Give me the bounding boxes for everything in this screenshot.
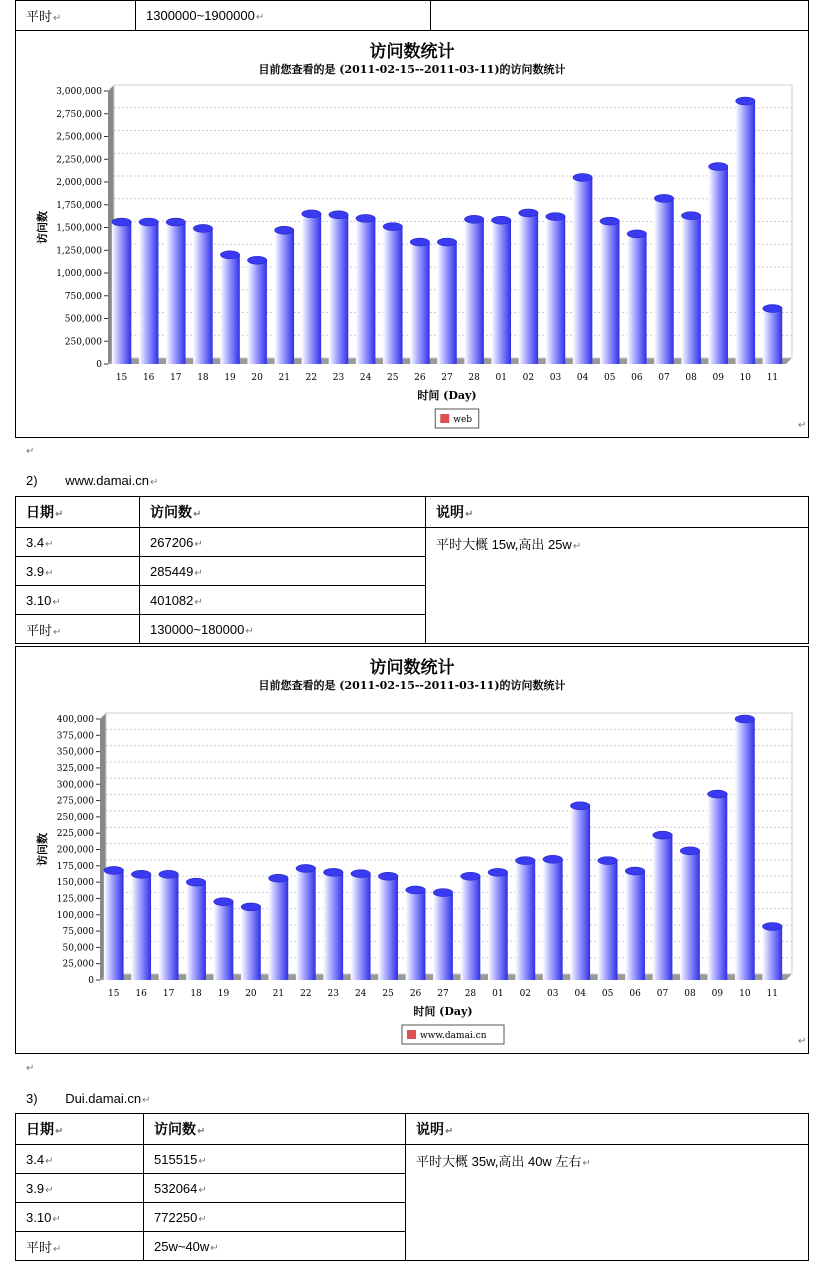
paragraph-mark: ↵ (53, 1243, 62, 1255)
paragraph-mark: ↵ (45, 1155, 54, 1167)
date-cell (16, 586, 140, 615)
bar (159, 874, 179, 980)
bar (437, 242, 457, 364)
cell-text: 平时 (26, 1239, 53, 1255)
bar-cap (296, 864, 316, 872)
chart-title: 访问数统计 (369, 658, 455, 678)
bar-cap (625, 867, 645, 875)
x-tick-label: 21 (272, 989, 285, 999)
bar (680, 851, 700, 980)
x-tick-label: 06 (629, 989, 641, 999)
table-cell (136, 1, 431, 31)
header-cell-note (406, 1114, 809, 1145)
paragraph-mark: ↵ (45, 538, 54, 550)
y-tick-label: 0 (88, 976, 94, 986)
bar (302, 214, 322, 364)
bar-cap (627, 230, 647, 238)
bar-cap (131, 870, 151, 878)
x-tick-label: 16 (135, 989, 147, 999)
y-tick-label: 375,000 (56, 731, 94, 742)
x-tick-label: 27 (437, 989, 449, 999)
x-tick-label: 08 (685, 373, 697, 383)
count-cell (144, 1174, 406, 1203)
bar (112, 222, 132, 364)
paragraph-mark: ↵ (465, 509, 474, 520)
x-tick-label: 28 (464, 989, 477, 999)
bar (329, 215, 349, 364)
bar (625, 871, 645, 980)
paragraph-mark: ↵ (53, 13, 62, 24)
cell-text: 3.4 (26, 534, 45, 550)
y-tick-label: 2,000,000 (56, 178, 102, 188)
paragraph-mark: ↵ (198, 1213, 207, 1225)
cell-text: 平时 (26, 622, 53, 638)
y-tick-label: 400,000 (56, 715, 94, 725)
y-tick-label: 300,000 (56, 780, 94, 791)
x-tick-label: 25 (382, 989, 394, 999)
x-tick-label: 15 (107, 989, 120, 999)
paragraph-mark: ↵ (582, 1158, 591, 1169)
header-text: 说明 (436, 504, 464, 520)
bar (573, 177, 593, 364)
stats-table-damai (15, 496, 809, 644)
header-cell-count (144, 1114, 406, 1145)
bar-cap (708, 790, 728, 798)
x-tick-label: 28 (468, 373, 480, 383)
bar (241, 907, 261, 980)
x-tick-label: 04 (574, 989, 586, 999)
bar (464, 219, 484, 364)
bar-cap (763, 304, 783, 312)
paragraph-mark: ↵ (52, 596, 61, 608)
paragraph-mark: ↵ (198, 1155, 207, 1167)
y-axis-label: 访问数 (36, 211, 49, 244)
cell-text: 3.9 (26, 563, 45, 579)
header-cell-date (16, 1114, 144, 1145)
x-tick-label: 17 (162, 989, 175, 999)
y-tick-label: 1,500,000 (56, 223, 102, 234)
table-cell (431, 1, 809, 31)
bar-cap (543, 855, 563, 863)
y-tick-label: 1,250,000 (56, 246, 102, 257)
bar-cap (491, 216, 511, 224)
bar (488, 872, 508, 980)
y-tick-label: 1,000,000 (56, 269, 102, 279)
paragraph-mark: ↵ (142, 1095, 151, 1106)
bar (654, 198, 674, 364)
bar-cap (464, 215, 484, 223)
bar (351, 874, 371, 980)
x-tick-label: 02 (522, 373, 535, 383)
y-tick-label: 150,000 (56, 878, 94, 889)
legend-label: web (453, 415, 473, 425)
x-tick-label: 02 (519, 989, 532, 999)
x-tick-label: 03 (547, 989, 559, 999)
legend-swatch (407, 1030, 416, 1039)
y-tick-label: 275,000 (56, 796, 94, 807)
bar (104, 870, 124, 980)
bar (491, 220, 511, 364)
x-tick-label: 18 (190, 989, 202, 999)
bar (600, 221, 620, 364)
bar (247, 260, 267, 364)
y-tick-label: 2,250,000 (56, 155, 102, 166)
date-cell (16, 557, 140, 586)
x-tick-label: 26 (414, 373, 426, 383)
date-cell (16, 528, 140, 557)
x-tick-label: 07 (658, 373, 670, 383)
bar (214, 902, 234, 980)
bar (323, 872, 343, 980)
note-cell (406, 1145, 809, 1261)
paragraph-mark: ↵ (150, 477, 159, 488)
bar-cap (736, 97, 756, 105)
x-tick-label: 16 (142, 373, 155, 383)
count-cell (144, 1203, 406, 1232)
bar (762, 926, 782, 980)
table-cell (16, 1, 136, 31)
header-text: 说明 (416, 1121, 444, 1137)
count-cell (144, 1232, 406, 1261)
bar-cap (681, 212, 701, 220)
count-cell (144, 1145, 406, 1174)
bar-cap (220, 251, 240, 259)
bar-cap (600, 217, 620, 225)
y-tick-label: 250,000 (64, 337, 102, 348)
x-tick-label: 06 (631, 373, 643, 383)
y-tick-label: 750,000 (64, 291, 102, 302)
paragraph-mark: ↵ (55, 1126, 64, 1137)
y-tick-label: 2,750,000 (56, 109, 102, 120)
bar-cap (378, 872, 398, 880)
note-text: 平时大概 15w,高出 25w (436, 537, 572, 552)
x-tick-label: 19 (217, 989, 230, 999)
y-tick-label: 25,000 (62, 959, 94, 970)
bar (410, 242, 430, 364)
bar-cap (159, 870, 179, 878)
x-tick-label: 18 (197, 373, 209, 383)
y-tick-label: 1,750,000 (56, 200, 102, 211)
y-axis-label: 访问数 (36, 833, 49, 866)
x-tick-label: 10 (739, 373, 752, 383)
x-tick-label: 22 (300, 989, 312, 999)
paragraph-mark: ↵ (572, 541, 582, 552)
paragraph-mark: ↵ (255, 12, 265, 23)
paragraph-mark: ↵ (26, 1063, 35, 1074)
cell-text: 3.9 (26, 1180, 45, 1196)
x-tick-label: 07 (656, 989, 669, 999)
date-cell (16, 615, 140, 644)
bar-cap (302, 210, 322, 218)
bar-cap (241, 903, 261, 911)
cell-text: 130000~180000 (150, 621, 245, 637)
x-tick-label: 09 (712, 373, 724, 383)
date-cell (16, 1232, 144, 1261)
bar-cap (329, 211, 349, 219)
bar-chart-web (16, 31, 808, 437)
section-title: Dui.damai.cn (65, 1091, 142, 1106)
count-cell (140, 615, 426, 644)
x-tick-label: 10 (739, 989, 751, 999)
header-text: 日期 (26, 1121, 54, 1137)
count-cell (140, 557, 426, 586)
y-tick-label: 175,000 (56, 861, 94, 872)
date-cell (16, 1174, 144, 1203)
section-number: 2) (26, 473, 38, 488)
cell-text: 25w~40w (154, 1238, 210, 1254)
header-cell-date (16, 497, 140, 528)
table-row (16, 1145, 809, 1174)
paragraph-mark: ↵ (194, 567, 203, 579)
cell-text: 285449 (150, 563, 194, 579)
cell-text: 532064 (154, 1180, 198, 1196)
cell-text: 267206 (150, 534, 194, 550)
x-tick-label: 23 (332, 373, 345, 383)
x-tick-label: 08 (684, 989, 696, 999)
bar (627, 234, 647, 364)
bar (653, 835, 673, 980)
paragraph-mark: ↵ (194, 538, 203, 550)
header-text: 访问数 (150, 504, 192, 520)
y-tick-label: 100,000 (56, 910, 94, 921)
chart-subtitle: 目前您查看的是 (2011-02-15--2011-03-11)的访问数统计 (258, 679, 566, 692)
bar (166, 222, 186, 364)
note-text: 平时大概 35w,高出 40w 左右 (416, 1154, 582, 1169)
bar-cap (708, 163, 728, 171)
x-tick-label: 17 (170, 373, 182, 383)
stats-table-dui (15, 1113, 809, 1261)
bar (515, 861, 535, 980)
bar (139, 222, 159, 364)
paragraph-mark: ↵ (194, 596, 203, 608)
paragraph-mark: ↵ (798, 1036, 807, 1047)
paragraph-mark: ↵ (210, 1242, 219, 1254)
chart-subtitle: 目前您查看的是 (2011-02-15--2011-03-11)的访问数统计 (258, 63, 566, 76)
x-tick-label: 20 (245, 989, 257, 999)
bar (543, 859, 563, 980)
bar (708, 794, 728, 980)
bar-cap (214, 898, 234, 906)
bar-cap (356, 214, 376, 222)
x-tick-label: 19 (224, 373, 236, 383)
x-tick-label: 24 (359, 373, 372, 383)
bar-cap (680, 847, 700, 855)
y-tick-label: 500,000 (64, 314, 102, 325)
legend-label: www.damai.cn (420, 1031, 487, 1041)
x-tick-label: 25 (387, 373, 399, 383)
bar-cap (653, 831, 673, 839)
bar (598, 861, 618, 980)
bar-cap (546, 213, 566, 221)
chart-damai (15, 646, 809, 1054)
header-cell-count (140, 497, 426, 528)
bar-cap (515, 857, 535, 865)
x-tick-label: 23 (327, 989, 339, 999)
bar-cap (275, 226, 295, 234)
bar (461, 876, 481, 980)
bar (193, 228, 213, 364)
bar (735, 719, 755, 980)
bar (275, 230, 295, 364)
bar-cap (519, 209, 539, 217)
section-heading (26, 1091, 150, 1106)
bar (220, 255, 240, 364)
y-tick-label: 3,000,000 (56, 87, 102, 97)
bar-cap (351, 870, 371, 878)
bar-cap (573, 173, 593, 181)
bar-cap (406, 886, 426, 894)
x-tick-label: 03 (549, 373, 562, 383)
bar-cap (112, 218, 132, 226)
x-tick-label: 22 (305, 373, 318, 383)
header-cell-note (426, 497, 809, 528)
date-cell (16, 1145, 144, 1174)
x-axis-label: 时间 (Day) (413, 1005, 473, 1018)
bar-cap (166, 218, 186, 226)
bar-cap (247, 256, 267, 264)
cell-text: 3.10 (26, 1209, 52, 1225)
paragraph-mark: ↵ (445, 1126, 454, 1137)
y-tick-label: 75,000 (62, 927, 94, 938)
x-tick-label: 15 (115, 373, 128, 383)
bar (131, 874, 151, 980)
bar-chart-damai (16, 647, 808, 1053)
bar-cap (437, 238, 457, 246)
bar (433, 893, 453, 980)
x-tick-label: 05 (601, 989, 614, 999)
bar-cap (193, 224, 213, 232)
y-tick-label: 200,000 (56, 845, 94, 856)
x-axis-label: 时间 (Day) (417, 389, 477, 402)
x-tick-label: 24 (354, 989, 367, 999)
y-tick-label: 225,000 (56, 829, 94, 840)
bar (519, 213, 539, 364)
bar (383, 227, 403, 364)
header-text: 日期 (26, 504, 54, 520)
count-cell (140, 586, 426, 615)
bar-cap (762, 922, 782, 930)
bar (681, 216, 701, 364)
bar (570, 806, 590, 980)
bar (378, 876, 398, 980)
bar-cap (461, 872, 481, 880)
paragraph-mark: ↵ (45, 1184, 54, 1196)
bar-cap (735, 715, 755, 723)
note-cell (426, 528, 809, 644)
cell-text: 平时 (26, 9, 53, 24)
x-tick-label: 20 (251, 373, 263, 383)
bar (546, 217, 566, 364)
cell-text: 3.10 (26, 592, 52, 608)
x-tick-label: 09 (711, 989, 724, 999)
y-tick-label: 250,000 (56, 812, 94, 823)
x-tick-label: 11 (766, 989, 779, 999)
bar (406, 890, 426, 980)
bar (356, 218, 376, 364)
y-tick-label: 125,000 (56, 894, 94, 905)
y-tick-label: 2,500,000 (56, 132, 102, 143)
bar-cap (186, 878, 206, 886)
bar-cap (654, 194, 674, 202)
bar-cap (383, 223, 403, 231)
bar-cap (598, 857, 618, 865)
paragraph-mark: ↵ (55, 509, 64, 520)
paragraph-mark: ↵ (198, 1184, 207, 1196)
bar-cap (268, 874, 288, 882)
section-heading (26, 473, 158, 488)
paragraph-mark: ↵ (53, 626, 62, 638)
paragraph-mark: ↵ (45, 567, 54, 579)
chart-title: 访问数统计 (369, 42, 455, 62)
bar (296, 868, 316, 980)
x-tick-label: 21 (278, 373, 291, 383)
x-tick-label: 11 (766, 373, 779, 383)
bar-cap (488, 868, 508, 876)
paragraph-mark: ↵ (193, 509, 202, 520)
bar-cap (433, 889, 453, 897)
chart-web (15, 30, 809, 438)
paragraph-mark: ↵ (26, 446, 35, 457)
bar-cap (323, 868, 343, 876)
x-tick-label: 27 (441, 373, 453, 383)
x-tick-label: 05 (603, 373, 616, 383)
bar-cap (104, 866, 124, 874)
bar (736, 101, 756, 364)
date-cell (16, 1203, 144, 1232)
paragraph-mark: ↵ (52, 1213, 61, 1225)
bar (186, 882, 206, 980)
cell-text: 1300000~1900000 (146, 8, 255, 23)
section-title: www.damai.cn (65, 473, 149, 488)
x-tick-label: 04 (576, 373, 589, 383)
x-tick-label: 01 (495, 373, 507, 383)
paragraph-mark: ↵ (197, 1126, 206, 1137)
bar (708, 167, 728, 364)
count-cell (140, 528, 426, 557)
y-tick-label: 0 (96, 360, 102, 370)
bar-cap (139, 218, 159, 226)
y-tick-label: 350,000 (56, 747, 94, 758)
paragraph-mark: ↵ (245, 625, 254, 637)
x-tick-label: 01 (492, 989, 504, 999)
x-tick-label: 26 (409, 989, 422, 999)
cell-text: 401082 (150, 592, 194, 608)
header-text: 访问数 (154, 1121, 196, 1137)
cell-text: 515515 (154, 1151, 198, 1167)
paragraph-mark: ↵ (798, 420, 807, 431)
bar (763, 308, 783, 364)
top-table (15, 0, 809, 31)
section-number: 3) (26, 1091, 38, 1106)
y-tick-label: 50,000 (62, 943, 94, 954)
cell-text: 3.4 (26, 1151, 45, 1167)
bar-cap (410, 238, 430, 246)
table-row (16, 528, 809, 557)
y-tick-label: 325,000 (56, 763, 94, 774)
bar (268, 878, 288, 980)
legend-swatch (440, 414, 449, 423)
cell-text: 772250 (154, 1209, 198, 1225)
bar-cap (570, 802, 590, 810)
